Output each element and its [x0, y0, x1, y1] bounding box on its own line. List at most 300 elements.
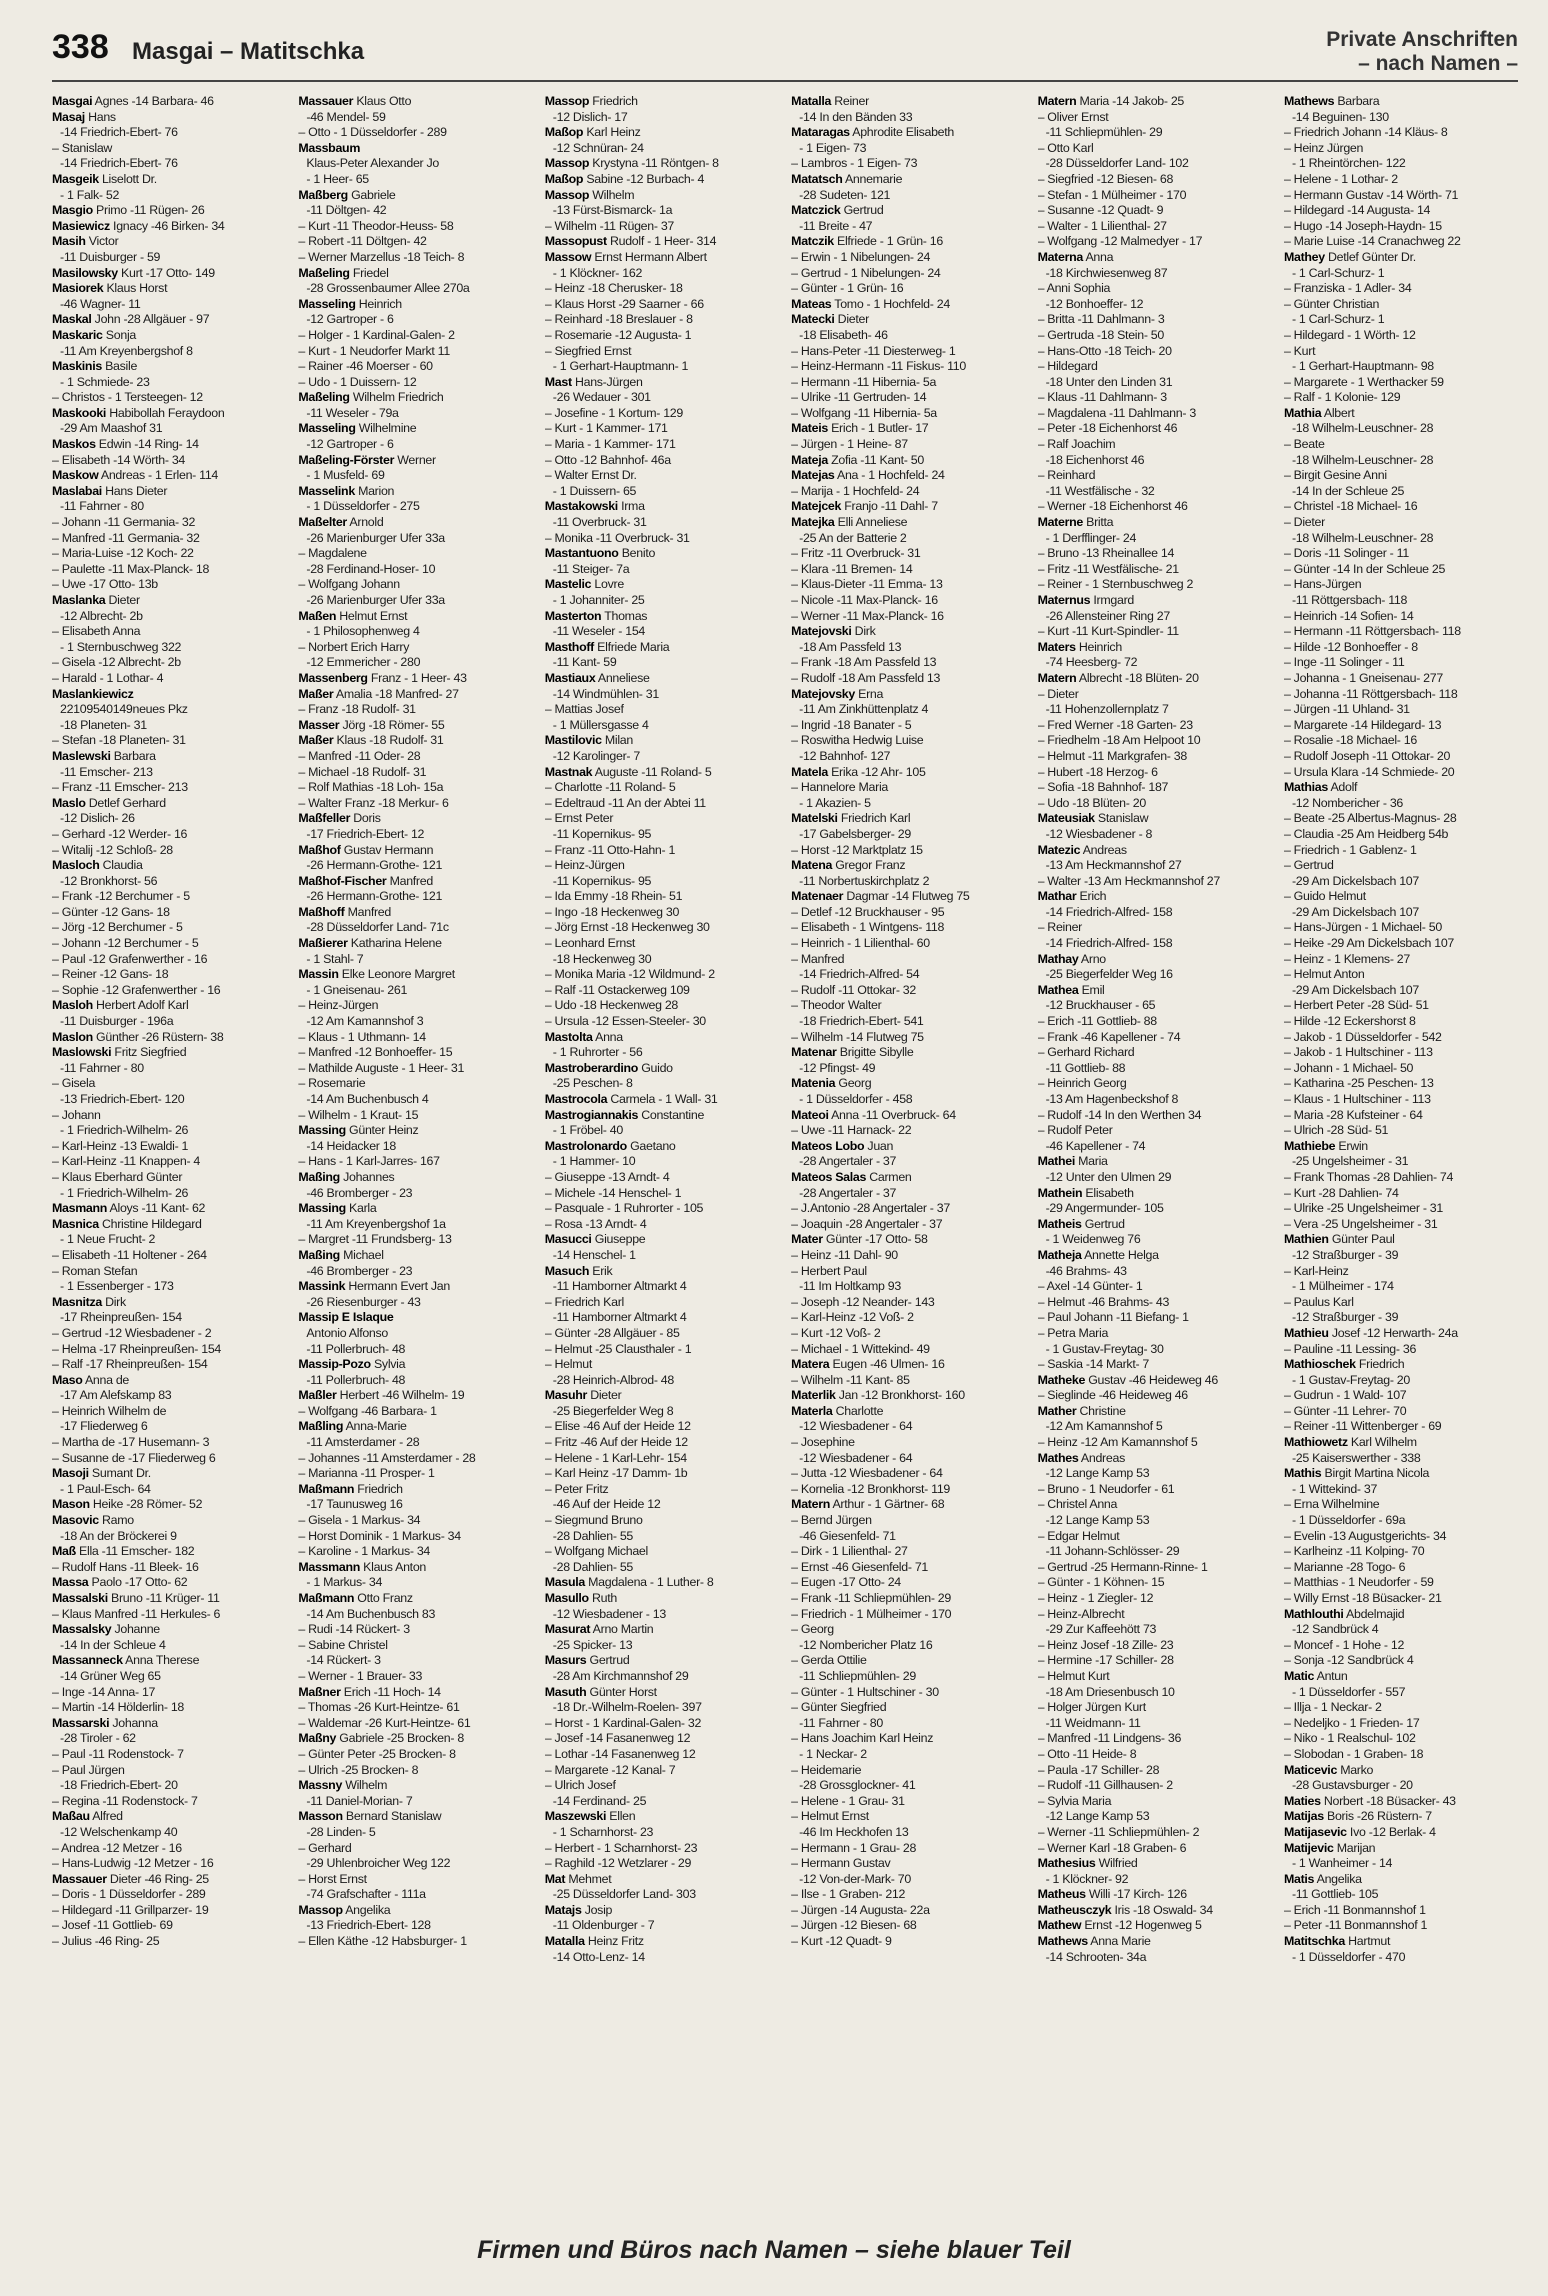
- entry-text: -14 Rückert- 3: [306, 1653, 381, 1668]
- entry-line: [545, 1794, 779, 1810]
- entry-head-line: [1038, 250, 1272, 266]
- entry-text: – Manfred -11 Lindgens- 36: [1037, 1731, 1182, 1746]
- entry-line: [791, 359, 1025, 375]
- entry-head-line: [791, 453, 1025, 469]
- entry-line: [1038, 281, 1272, 297]
- entry-text: Fritz Siegfried: [111, 1045, 187, 1060]
- surname: Mater: [791, 1232, 823, 1247]
- entry-line: [1038, 1357, 1272, 1373]
- surname: Matijevic: [1283, 1840, 1334, 1855]
- entry-line: [298, 1607, 532, 1623]
- entry-text: -11 Weseler - 154: [552, 624, 646, 639]
- entry-line: [298, 1092, 532, 1108]
- entry-line: [52, 1310, 286, 1326]
- entry-head-line: [52, 359, 286, 375]
- surname: Masuch: [544, 1263, 590, 1278]
- surname: Mathea: [1037, 982, 1079, 997]
- entry-text: – Paul -11 Rodenstock- 7: [52, 1746, 184, 1761]
- entry-line: [1284, 843, 1518, 859]
- entry-text: – Jürgen - 1 Heine- 87: [791, 437, 908, 452]
- entry-text: – Niko - 1 Realschul- 102: [1283, 1731, 1416, 1746]
- entry-line: [1038, 499, 1272, 515]
- entry-text: – Doris - 1 Düsseldorfer - 289: [52, 1887, 206, 1902]
- surname: Matalla: [791, 94, 832, 108]
- entry-head-line: [1284, 1669, 1518, 1685]
- entry-text: -12 Wiesbadener - 8: [1045, 826, 1153, 841]
- surname: Massalsky: [52, 1622, 112, 1637]
- entry-line: [1284, 1575, 1518, 1591]
- entry-line: [1284, 889, 1518, 905]
- entry-line: [52, 141, 286, 157]
- entry-text: - 1 Rheintörchen- 122: [1291, 156, 1406, 171]
- entry-text: Annette Helga: [1081, 1247, 1159, 1262]
- entry-text: – Hermann Gustav: [791, 1856, 891, 1871]
- entry-text: - 1 Neue Frucht- 2: [60, 1232, 156, 1247]
- entry-text: Christine Hildegard: [98, 1216, 202, 1231]
- entry-line: [1284, 546, 1518, 562]
- entry-text: -25 Biegerfelder Weg 8: [552, 1403, 674, 1418]
- entry-text: Sonja: [102, 327, 136, 342]
- surname: Matela: [791, 764, 828, 779]
- entry-line: [545, 1295, 779, 1311]
- entry-line: [298, 1435, 532, 1451]
- surname: Maslabai: [52, 483, 102, 498]
- entry-line: [791, 1903, 1025, 1919]
- entry-text: Elfriede Maria: [594, 639, 670, 654]
- entry-text: Habibollah Feraydoon: [106, 405, 225, 420]
- entry-text: – Bruno - 1 Neudorfer - 61: [1037, 1481, 1175, 1496]
- surname: Mason: [52, 1497, 90, 1512]
- entry-line: [52, 1404, 286, 1420]
- entry-text: Heinrich: [1075, 639, 1122, 654]
- surname: Materla: [791, 1403, 833, 1418]
- entry-text: Basile: [101, 359, 138, 374]
- entry-text: -18 Friedrich-Ebert- 541: [799, 1014, 924, 1029]
- entry-line: [791, 905, 1025, 921]
- entry-line: [791, 328, 1025, 344]
- entry-head-line: [791, 1139, 1025, 1155]
- entry-text: – Guido Helmut: [1283, 889, 1366, 904]
- entry-text: -11 Im Holtkamp 93: [799, 1279, 901, 1294]
- entry-text: -25 Düsseldorfer Land- 303: [552, 1887, 696, 1902]
- entry-text: -11 Hamborner Altmarkt 4: [552, 1279, 687, 1294]
- entry-text: – Britta -11 Dahlmann- 3: [1037, 312, 1165, 327]
- entry-line: [298, 577, 532, 593]
- surname: Maßau: [52, 1809, 90, 1824]
- entry-text: Gustav -46 Heideweg 46: [1085, 1372, 1218, 1387]
- entry-text: – Ernst -46 Giesenfeld- 71: [791, 1559, 929, 1574]
- entry-text: Magdalena - 1 Luther- 8: [585, 1575, 714, 1590]
- header-rule: [52, 80, 1518, 82]
- surname: Masuth: [544, 1684, 587, 1699]
- entry-text: – Kurt - 1 Neudorfer Markt 11: [298, 343, 450, 358]
- entry-line: [1284, 1918, 1518, 1934]
- entry-text: -12 Schnüran- 24: [552, 140, 644, 155]
- surname: Masiewicz: [52, 218, 110, 233]
- entry-line: [1284, 733, 1518, 749]
- entry-text: – Günter -28 Allgäuer - 85: [544, 1325, 680, 1340]
- entry-text: - 1 Hammer- 10: [552, 1154, 636, 1169]
- entry-head-line: [1038, 1856, 1272, 1872]
- surname: Maßelter: [298, 515, 347, 530]
- entry-text: -26 Hermann-Grothe- 121: [306, 858, 443, 873]
- entry-text: – Hilde -12 Bonhoeffer - 8: [1283, 639, 1418, 654]
- entry-line: [545, 1310, 779, 1326]
- entry-line: [791, 702, 1025, 718]
- entry-line: [1284, 998, 1518, 1014]
- entry-line: [1284, 437, 1518, 453]
- entry-text: - 1 Sternbuschweg 322: [60, 639, 182, 654]
- entry-text: -12 Emmericher - 280: [306, 655, 421, 670]
- surname: Matic: [1283, 1668, 1315, 1683]
- surname: Mathew: [1037, 1918, 1082, 1933]
- entry-line: [1284, 905, 1518, 921]
- entry-text: – Ingrid -18 Banater - 5: [791, 717, 912, 732]
- entry-line: [1038, 1170, 1272, 1186]
- surname: Mathiowetz: [1283, 1435, 1348, 1450]
- entry-line: [52, 1778, 286, 1794]
- surname: Materne: [1037, 515, 1083, 530]
- entry-text: -12 Wiesbadener - 64: [799, 1450, 913, 1465]
- entry-text: -28 Angertaler - 37: [799, 1185, 897, 1200]
- entry-text: – Margarete - 1 Werthacker 59: [1283, 374, 1444, 389]
- entry-line: [52, 1419, 286, 1435]
- entry-text: - 1 Carl-Schurz- 1: [1291, 312, 1385, 327]
- entry-line: [1284, 671, 1518, 687]
- entry-line: [1284, 1014, 1518, 1030]
- entry-text: -11 Gottlieb- 105: [1291, 1887, 1379, 1902]
- entry-line: [1284, 219, 1518, 235]
- entry-line: [1284, 624, 1518, 640]
- entry-line: [1284, 920, 1518, 936]
- entry-text: -12 Unter den Ulmen 29: [1045, 1169, 1172, 1184]
- entry-text: – Günter -11 Lehrer- 70: [1283, 1403, 1407, 1418]
- entry-text: -11 Hamborner Altmarkt 4: [552, 1310, 687, 1325]
- entry-text: -29 Zur Kaffeehött 73: [1045, 1622, 1157, 1637]
- entry-text: – Illja - 1 Neckar- 2: [1283, 1700, 1382, 1715]
- entry-text: -11 Schliepmühlen- 29: [1045, 125, 1163, 140]
- entry-text: – Heinz-Jürgen: [298, 998, 379, 1013]
- surname: Matenar: [791, 1045, 837, 1060]
- entry-line: [1284, 141, 1518, 157]
- entry-head-line: [1284, 1794, 1518, 1810]
- entry-text: -14 Friedrich-Ebert- 76: [60, 125, 178, 140]
- entry-line: [791, 1809, 1025, 1825]
- entry-line: [298, 1529, 532, 1545]
- entry-line: [52, 1279, 286, 1295]
- entry-text: -17 Rheinpreußen- 154: [60, 1310, 182, 1325]
- entry-text: – Lothar -14 Fasanenweg 12: [544, 1746, 696, 1761]
- entry-head-line: [1038, 983, 1272, 999]
- entry-text: – Martin -14 Hölderlin- 18: [52, 1700, 185, 1715]
- entry-line: [52, 499, 286, 515]
- entry-line: [1038, 188, 1272, 204]
- entry-text: -11 Schliepmühlen- 29: [799, 1668, 916, 1683]
- entry-line: [1284, 531, 1518, 547]
- entry-text: Franz - 1 Heer- 43: [367, 670, 467, 685]
- entry-line: [791, 1653, 1025, 1669]
- entry-head-line: [1038, 1186, 1272, 1202]
- entry-text: – Joseph -12 Neander- 143: [791, 1294, 935, 1309]
- entry-head-line: [1284, 250, 1518, 266]
- surname: Matenia: [791, 1076, 836, 1091]
- entry-line: [545, 593, 779, 609]
- entry-text: Arnold: [346, 515, 384, 530]
- entry-line: [52, 1092, 286, 1108]
- entry-line: [1038, 733, 1272, 749]
- surname: Maskos: [52, 437, 96, 452]
- entry-text: – Reiner: [1037, 920, 1082, 935]
- entry-text: -17 Am Alefskamp 83: [60, 1388, 172, 1403]
- entry-text: – Saskia -14 Markt- 7: [1037, 1357, 1150, 1372]
- entry-text: Norbert -18 Büsacker- 43: [1320, 1793, 1456, 1808]
- entry-text: – Franz -11 Otto-Hahn- 1: [544, 842, 676, 857]
- entry-line: [1284, 687, 1518, 703]
- entry-text: Anna Marie: [1087, 1934, 1151, 1949]
- surname: Massauer: [298, 94, 354, 108]
- entry-line: [298, 499, 532, 515]
- entry-line: [1038, 1061, 1272, 1077]
- entry-text: – Klara -11 Bremen- 14: [791, 561, 913, 576]
- entry-text: – Heinz - 1 Klemens- 27: [1283, 951, 1410, 966]
- entry-text: – Maria - 1 Kammer- 171: [544, 437, 676, 452]
- entry-text: Dirk: [101, 1294, 126, 1309]
- entry-line: [1284, 203, 1518, 219]
- entry-line: [1038, 655, 1272, 671]
- surname: Matalla: [544, 1934, 585, 1949]
- entry-line: [298, 983, 532, 999]
- entry-text: -12 Bronkhorst- 56: [60, 873, 158, 888]
- entry-text: Anna: [592, 1029, 623, 1044]
- entry-text: – Gisela - 1 Markus- 34: [298, 1513, 421, 1528]
- entry-head-line: [52, 1653, 286, 1669]
- entry-line: [791, 1092, 1025, 1108]
- entry-line: [791, 437, 1025, 453]
- entry-line: [1038, 749, 1272, 765]
- entry-head-line: [52, 468, 286, 484]
- listing-column: [791, 94, 1025, 2219]
- entry-head-line: [298, 687, 532, 703]
- entry-text: – Klaus -11 Dahlmann- 3: [1037, 390, 1167, 405]
- entry-text: - 1 Klöckner- 162: [552, 265, 643, 280]
- entry-line: [545, 998, 779, 1014]
- entry-head-line: [52, 1575, 286, 1591]
- entry-text: -13 Friedrich-Ebert- 120: [60, 1092, 185, 1106]
- entry-line: [1038, 531, 1272, 547]
- surname: Maso: [52, 1372, 83, 1387]
- entry-text: – Ulrich -25 Brocken- 8: [298, 1762, 419, 1777]
- entry-line: [298, 1326, 532, 1342]
- entry-text: – Matthias - 1 Neudorfer - 59: [1283, 1575, 1434, 1590]
- surname: Massny: [298, 1778, 343, 1793]
- surname: Massin: [298, 967, 339, 982]
- surname: Mathews: [1037, 1934, 1088, 1949]
- surname: Matitschka: [1283, 1934, 1345, 1949]
- surname: Maslowski: [52, 1045, 112, 1060]
- entry-line: [298, 1139, 532, 1155]
- entry-head-line: [52, 1544, 286, 1560]
- entry-head-line: [545, 609, 779, 625]
- surname: Massenberg: [298, 670, 368, 685]
- entry-line: [545, 1170, 779, 1186]
- entry-line: [1038, 1419, 1272, 1435]
- surname: Matejas: [791, 468, 835, 483]
- entry-line: [298, 749, 532, 765]
- entry-text: -14 In der Schleue 4: [60, 1637, 166, 1652]
- entry-text: – Klaus Eberhard Günter: [52, 1169, 183, 1184]
- surname: Maßner: [298, 1684, 341, 1699]
- entry-text: – Elisabeth Anna: [52, 624, 141, 639]
- entry-line: [791, 983, 1025, 999]
- entry-line: [1038, 1560, 1272, 1576]
- entry-text: -18 Kirchwiesenweg 87: [1045, 265, 1168, 280]
- entry-line: [1038, 1544, 1272, 1560]
- page-number: 338: [52, 28, 109, 66]
- entry-head-line: [1038, 640, 1272, 656]
- entry-text: – Wolfgang -12 Malmedyer - 17: [1037, 234, 1203, 249]
- entry-line: [791, 1217, 1025, 1233]
- entry-text: – Susanne de -17 Fliederweg 6: [52, 1450, 216, 1465]
- entry-head-line: [1038, 1918, 1272, 1934]
- entry-line: [298, 702, 532, 718]
- entry-line: [545, 1669, 779, 1685]
- entry-text: Manfred: [386, 873, 433, 888]
- surname: Masurs: [544, 1653, 587, 1668]
- entry-line: [791, 1513, 1025, 1529]
- entry-text: – Robert -11 Döltgen- 42: [298, 234, 427, 249]
- entry-line: [1284, 421, 1518, 437]
- entry-head-line: [52, 406, 286, 422]
- entry-line: [545, 1451, 779, 1467]
- entry-line: [545, 1186, 779, 1202]
- entry-line: [298, 796, 532, 812]
- entry-text: -11 Pollerbruch- 48: [306, 1341, 406, 1356]
- entry-line: [1038, 1342, 1272, 1358]
- entry-line: [52, 344, 286, 360]
- entry-text: – Ulrike -25 Ungelsheimer - 31: [1283, 1201, 1443, 1216]
- entry-line: [1284, 796, 1518, 812]
- entry-text: – Klaus Manfred -11 Herkules- 6: [52, 1606, 221, 1621]
- entry-text: -11 Hohenzollernplatz 7: [1045, 702, 1169, 717]
- entry-line: [1038, 1076, 1272, 1092]
- entry-text: – Wolfgang Johann: [298, 577, 400, 592]
- entry-line: [1038, 1497, 1272, 1513]
- entry-head-line: [1284, 94, 1518, 110]
- entry-line: [791, 843, 1025, 859]
- entry-text: Christine: [1076, 1403, 1126, 1418]
- entry-text: – Margarete -14 Hildegard- 13: [1283, 717, 1442, 732]
- entry-text: Lovre: [591, 577, 624, 592]
- entry-text: – Mathilde Auguste - 1 Heer- 31: [298, 1060, 465, 1075]
- entry-text: – Dirk - 1 Lilienthal- 27: [791, 1544, 908, 1559]
- entry-text: - 1 Gerhart-Hauptmann- 98: [1291, 359, 1434, 374]
- entry-text: – Michele -14 Henschel- 1: [544, 1185, 682, 1200]
- entry-text: – Marie Luise -14 Cranachweg 22: [1283, 234, 1461, 249]
- surname: Maßop: [544, 125, 584, 140]
- entry-text: – Otto Karl: [1037, 140, 1094, 155]
- entry-line: [791, 827, 1025, 843]
- entry-text: – Ralf -17 Rheinpreußen- 154: [52, 1357, 208, 1372]
- entry-text: – Herbert Paul: [791, 1263, 867, 1278]
- entry-text: Erwin: [1335, 1138, 1368, 1153]
- entry-line: [545, 874, 779, 890]
- entry-text: – Karl-Heinz: [1283, 1263, 1349, 1278]
- entry-head-line: [298, 1731, 532, 1747]
- entry-text: -12 Bruckhauser - 65: [1045, 998, 1156, 1013]
- running-head: Masgai – Matitschka: [132, 38, 365, 65]
- entry-line: [1038, 390, 1272, 406]
- entry-line: [791, 1872, 1025, 1888]
- entry-line: [545, 1201, 779, 1217]
- entry-line: [52, 609, 286, 625]
- entry-text: – Paulus Karl: [1283, 1294, 1354, 1309]
- entry-text: – Heinz Jürgen: [1283, 140, 1364, 155]
- entry-text: -11 Overbruck- 31: [552, 515, 647, 530]
- entry-text: – Rosemarie -12 Augusta- 1: [544, 327, 692, 342]
- surname: Mathiebe: [1283, 1138, 1336, 1153]
- entry-head-line: [52, 219, 286, 235]
- entry-head-line: [298, 1419, 532, 1435]
- entry-line: [545, 203, 779, 219]
- entry-line: [52, 156, 286, 172]
- entry-line: [1038, 344, 1272, 360]
- entry-text: – Martha de -17 Husemann- 3: [52, 1435, 210, 1450]
- entry-line: [1038, 312, 1272, 328]
- surname: Mateas: [791, 296, 832, 311]
- entry-text: Josip: [581, 1902, 613, 1917]
- entry-text: Ella -11 Emscher- 182: [75, 1544, 195, 1559]
- entry-line: [52, 1918, 286, 1934]
- entry-text: – Paul -12 Grafenwerther - 16: [52, 951, 208, 966]
- entry-head-line: [791, 499, 1025, 515]
- entry-line: [298, 1872, 532, 1888]
- entry-text: Thomas: [601, 608, 648, 623]
- entry-text: – Horst Ernst: [298, 1871, 367, 1886]
- entry-head-line: [791, 297, 1025, 313]
- entry-line: [545, 1497, 779, 1513]
- entry-head-line: [298, 1123, 532, 1139]
- entry-head-line: [298, 1357, 532, 1373]
- entry-line: [1038, 328, 1272, 344]
- entry-head-line: [545, 1903, 779, 1919]
- entry-line: [791, 874, 1025, 890]
- entry-text: -26 Marienburger Ufer 33a: [306, 593, 445, 607]
- entry-line: [545, 936, 779, 952]
- entry-text: – Georg: [791, 1622, 834, 1637]
- entry-head-line: [1284, 1934, 1518, 1950]
- entry-line: [545, 1435, 779, 1451]
- entry-text: – Hans - 1 Karl-Jarres- 167: [298, 1154, 440, 1169]
- entry-text: Andreas: [1078, 1450, 1125, 1465]
- entry-text: -12 Am Kamannshof 5: [1045, 1419, 1163, 1434]
- entry-text: - 1 Essenberger - 173: [60, 1279, 174, 1294]
- entry-line: [1038, 437, 1272, 453]
- entry-text: - 1 Musfeld- 69: [306, 468, 385, 483]
- entry-head-line: [1284, 1326, 1518, 1342]
- entry-text: -11 Daniel-Morian- 7: [306, 1793, 413, 1808]
- entry-line: [298, 1497, 532, 1513]
- entry-text: -14 In der Schleue 25: [1291, 483, 1405, 498]
- entry-line: [1284, 811, 1518, 827]
- entry-line: [791, 1061, 1025, 1077]
- entry-text: Anna: [1082, 249, 1114, 264]
- entry-line: [791, 640, 1025, 656]
- entry-head-line: [298, 1279, 532, 1295]
- entry-line: [52, 1685, 286, 1701]
- entry-text: Anneliese: [595, 670, 650, 685]
- entry-line: [1038, 1622, 1272, 1638]
- section-title: [1326, 28, 1518, 76]
